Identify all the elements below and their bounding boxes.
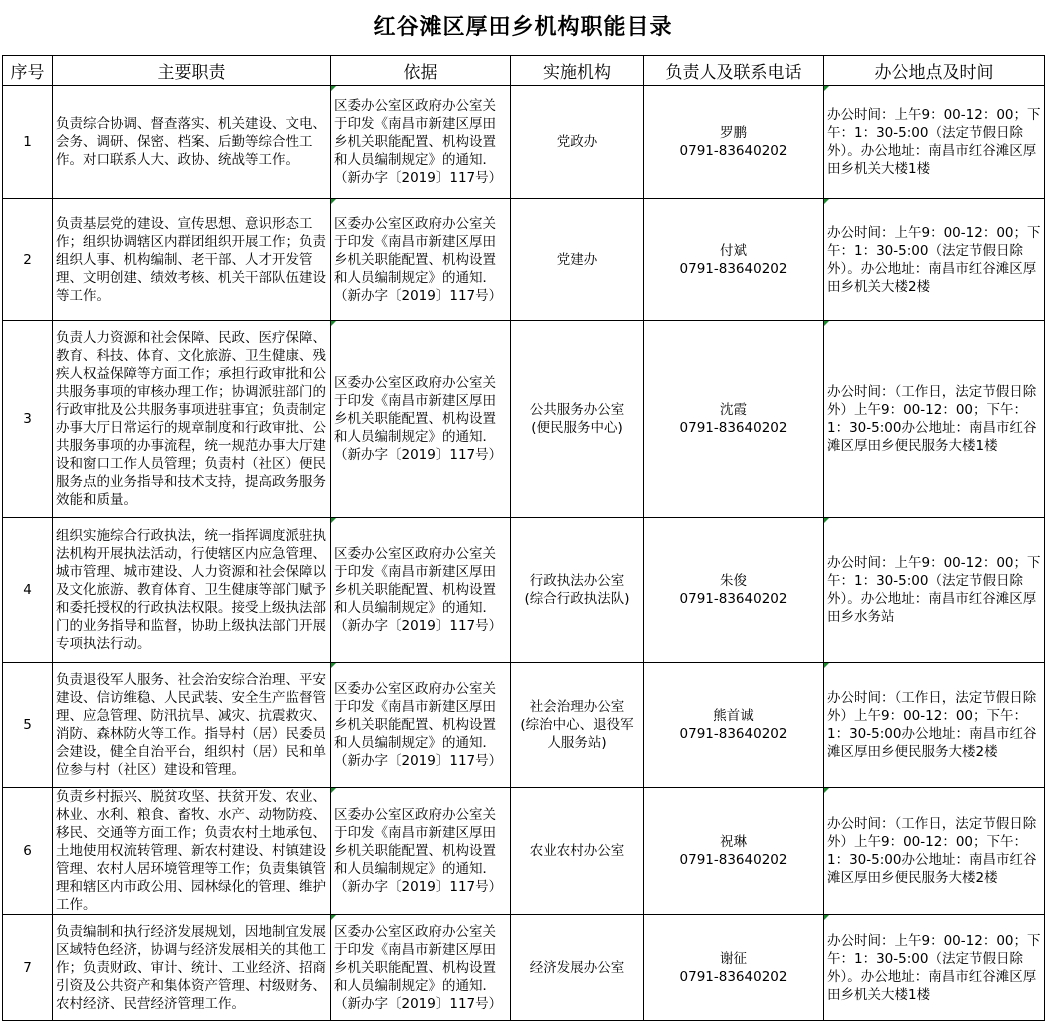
document-title: 红谷滩区厚田乡机构职能目录 (373, 15, 673, 40)
row-basis: 区委办公室区政府办公室关于印发《南昌市新建区厚田乡机关职能配置、机构设置和人员编制规定》的通知．（新办字〔2019〕117号） (331, 518, 511, 663)
header-duty: 主要职责 (53, 56, 331, 86)
table-row (3, 321, 1045, 518)
contact-phone: 0791-83640202 (679, 852, 788, 868)
row-office: 办公时间：上午9：00-12：00；下午：1：30-5:00（法定节假日除外）。办公地址：南昌市红谷滩区厚田乡机关大楼1楼 (824, 915, 1045, 1021)
row-office: 办公时间：上午9：00-12：00；下午：1：30-5:00（法定节假日除外）。办公地址：南昌市红谷滩区厚田乡水务站 (824, 518, 1045, 663)
row-org (511, 86, 644, 199)
org-sub: (便民服务中心) (531, 420, 623, 436)
contact-person: 朱俊 (720, 573, 747, 589)
contact-phone: 0791-83640202 (679, 420, 788, 436)
org-name: 社会治理办公室 (529, 699, 625, 715)
row-office: 办公时间：上午9：00-12：00；下午：1：30-5:00（法定节假日除外）。办公地址：南昌市红谷滩区厚田乡机关大楼1楼 (824, 86, 1045, 199)
row-org (511, 788, 644, 915)
row-basis: 区委办公室区政府办公室关于印发《南昌市新建区厚田乡机关职能配置、机构设置和人员编制规定》的通知．（新办字〔2019〕117号） (331, 86, 511, 199)
row-contact (644, 663, 824, 788)
org-name: 农业农村办公室 (529, 843, 625, 859)
org-sub: (综治中心、退役军人服务站) (520, 717, 634, 751)
table-row (3, 663, 1045, 788)
contact-phone: 0791-83640202 (679, 726, 788, 742)
header-org: 实施机构 (511, 56, 644, 86)
row-org (511, 915, 644, 1021)
row-duty: 负责人力资源和社会保障、民政、医疗保障、教育、科技、体育、文化旅游、卫生健康、残疾人权益保障等方面工作；承担行政审批和公共服务事项的审核办理工作；协调派驻部门的行政审批及公共服务事项进驻事宜；负责制定办事大厅日常运行的规章制度和行政审批、公共服务事项的办事流程，统一规范办事大厅建设和窗口工作人员管理；负责村（社区）便民服务点的业务指导和技术支持，提高政务服务效能和质量。 (53, 321, 331, 518)
row-number: 1 (3, 86, 53, 199)
org-name: 行政执法办公室 (529, 573, 625, 589)
row-contact (644, 321, 824, 518)
row-number: 6 (3, 788, 53, 915)
header-office: 办公地点及时间 (824, 56, 1045, 86)
row-contact (644, 199, 824, 321)
contact-person: 付斌 (720, 242, 747, 259)
row-basis: 区委办公室区政府办公室关于印发《南昌市新建区厚田乡机关职能配置、机构设置和人员编制规定》的通知．（新办字〔2019〕117号） (331, 321, 511, 518)
header-contact: 负责人及联系电话 (644, 56, 824, 86)
table-row (3, 199, 1045, 321)
row-duty: 负责退役军人服务、社会治安综合治理、平安建设、信访维稳、人民武装、安全生产监督管理、应急管理、防汛抗旱、减灾、抗震救灾、消防、森林防火等工作。指导村（居）民委员会建设，健全自治平台，组织村（居）民和单位参与村（社区）建设和管理。 (53, 663, 331, 788)
org-name: 党政办 (556, 134, 598, 150)
header-number: 序号 (3, 56, 53, 86)
contact-person: 谢征 (720, 950, 747, 967)
row-contact (644, 86, 824, 199)
row-duty: 组织实施综合行政执法，统一指挥调度派驻执法机构开展执法活动，行使辖区内应急管理、城市管理、城市建设、人力资源和社会保障以及文化旅游、教育体育、卫生健康等部门赋予和委托授权的行政执法权限。接受上级执法部门的业务指导和监督，协助上级执法部门开展专项执法行动。 (53, 518, 331, 663)
row-org (511, 518, 644, 663)
row-number: 5 (3, 663, 53, 788)
org-sub: (综合行政执法队) (524, 591, 630, 607)
row-number: 7 (3, 915, 53, 1021)
table-row (3, 915, 1045, 1021)
row-contact (644, 915, 824, 1021)
row-contact (644, 518, 824, 663)
row-duty: 负责编制和执行经济发展规划，因地制宜发展区域特色经济，协调与经济发展相关的其他工作；负责财政、审计、统计、工业经济、招商引资及公共资产和集体资产管理、村级财务、农村经济、民营经济管理工作。 (53, 915, 331, 1021)
row-contact (644, 788, 824, 915)
row-office: 办公时间：（工作日，法定节假日除外）上午9：00-12：00；下午：1：30-5:00办公地址：南昌市红谷滩区厚田乡便民服务大楼2楼 (824, 663, 1045, 788)
table-row (3, 518, 1045, 663)
contact-phone: 0791-83640202 (679, 591, 788, 607)
contact-phone: 0791-83640202 (679, 968, 788, 985)
row-number: 4 (3, 518, 53, 663)
row-duty: 负责基层党的建设、宣传思想、意识形态工作；组织协调辖区内群团组织开展工作；负责组织人事、机构编制、老干部、人才开发管理、文明创建、绩效考核、机关干部队伍建设等工作。 (53, 199, 331, 321)
org-name: 经济发展办公室 (529, 959, 625, 976)
contact-person: 熊首诚 (713, 708, 754, 724)
row-org (511, 199, 644, 321)
row-basis: 区委办公室区政府办公室关于印发《南昌市新建区厚田乡机关职能配置、机构设置和人员编制规定》的通知．（新办字〔2019〕117号） (331, 663, 511, 788)
row-office: 办公时间：（工作日，法定节假日除外）上午9：00-12：00；下午：1：30-5:00办公地址：南昌市红谷滩区厚田乡便民服务大楼2楼 (824, 788, 1045, 915)
contact-phone: 0791-83640202 (679, 260, 788, 277)
org-name: 公共服务办公室 (529, 402, 625, 418)
contact-person: 祝琳 (720, 834, 747, 850)
row-org (511, 663, 644, 788)
row-basis: 区委办公室区政府办公室关于印发《南昌市新建区厚田乡机关职能配置、机构设置和人员编制规定》的通知．（新办字〔2019〕117号） (331, 915, 511, 1021)
org-name: 党建办 (556, 251, 598, 268)
row-duty: 负责乡村振兴、脱贫攻坚、扶贫开发、农业、林业、水利、粮食、畜牧、水产、动物防疫、移民、交通等方面工作；负责农村土地承包、土地使用权流转管理、新农村建设、村镇建设管理、农村人居环境管理等工作；负责集镇管理和辖区内市政公用、园林绿化的管理、维护工作。 (53, 788, 331, 915)
function-directory-table (2, 55, 1045, 1021)
row-org (511, 321, 644, 518)
row-number: 3 (3, 321, 53, 518)
row-office: 办公时间：（工作日，法定节假日除外）上午9：00-12：00；下午：1：30-5:00办公地址：南昌市红谷滩区厚田乡便民服务大楼1楼 (824, 321, 1045, 518)
table-header-row (3, 56, 1045, 86)
row-number: 2 (3, 199, 53, 321)
header-basis: 依据 (331, 56, 511, 86)
table-row (3, 86, 1045, 199)
row-basis: 区委办公室区政府办公室关于印发《南昌市新建区厚田乡机关职能配置、机构设置和人员编制规定》的通知．（新办字〔2019〕117号） (331, 199, 511, 321)
contact-person: 沈霞 (720, 402, 747, 418)
table-row (3, 788, 1045, 915)
row-duty: 负责综合协调、督查落实、机关建设、文电、会务、调研、保密、档案、后勤等综合性工作。对口联系人大、政协、统战等工作。 (53, 86, 331, 199)
row-basis: 区委办公室区政府办公室关于印发《南昌市新建区厚田乡机关职能配置、机构设置和人员编制规定》的通知．（新办字〔2019〕117号） (331, 788, 511, 915)
contact-person: 罗鹏 (720, 125, 747, 141)
row-office: 办公时间：上午9：00-12：00；下午：1：30-5:00（法定节假日除外）。办公地址：南昌市红谷滩区厚田乡机关大楼2楼 (824, 199, 1045, 321)
contact-phone: 0791-83640202 (679, 143, 788, 159)
